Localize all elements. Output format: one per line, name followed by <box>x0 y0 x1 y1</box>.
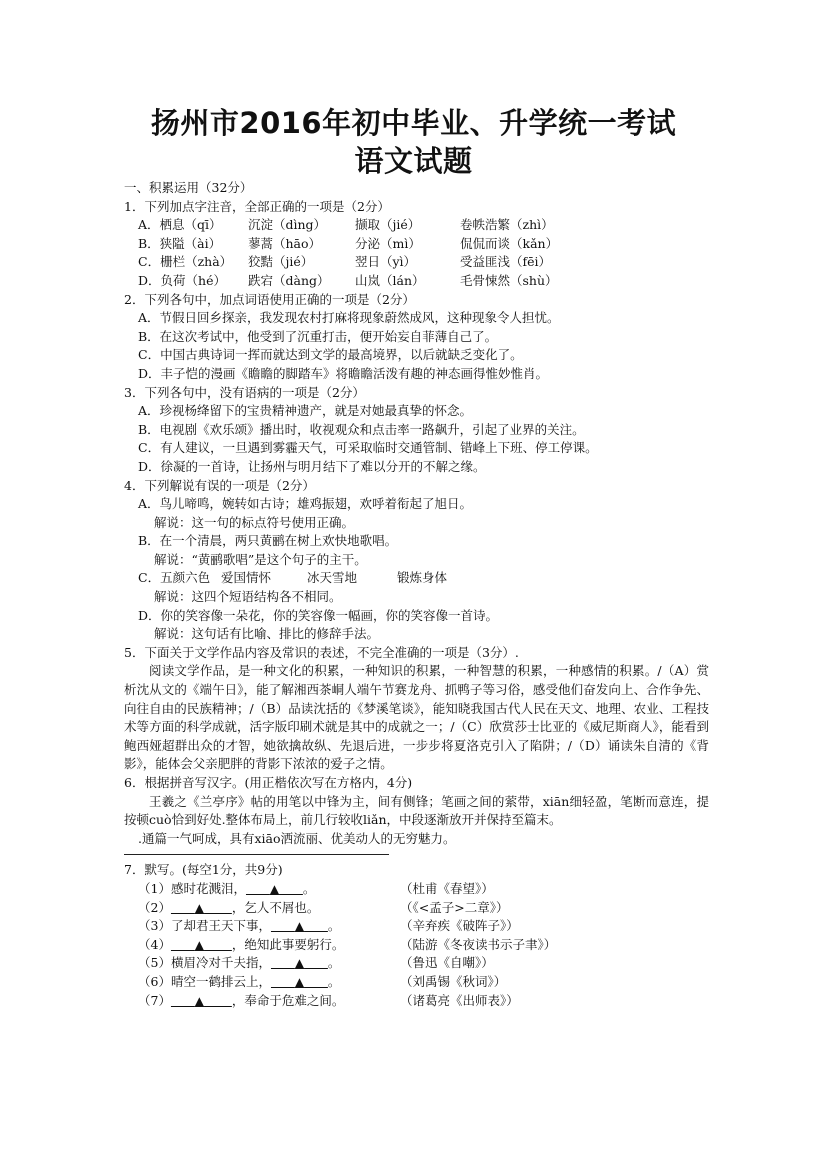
q7-item-5-pre: 横眉冷对千夫指， <box>170 955 271 971</box>
q4-c-label: C．五颜六色 <box>138 570 211 586</box>
q6-passage: 王羲之《兰亭序》帖的用笔以中锋为主，间有侧锋；笔画之间的萦带，xiān细轻盈，笔断而意连，提按顿cuò恰到好处.整体布局上，前几行较收liǎn，中段逐渐放开并保持至篇末。 <box>124 793 709 828</box>
q1-row-c <box>124 253 709 272</box>
q7-item-2-source: （《<孟子>二章》） <box>400 899 509 915</box>
q2-stem: 2．下列各句中，加点词语使用正确的一项是（2分） <box>124 291 415 307</box>
exam-body <box>124 179 709 1010</box>
q7-item-7-marker: ▲ <box>194 993 205 1008</box>
q2-option-a: A．节假日回乡探亲，我发现农村打麻将现象蔚然成风，这种现象令人担忧。 <box>138 310 560 326</box>
q7-item-6-blank[interactable] <box>271 974 328 989</box>
q7-item-5-post: 。 <box>327 955 341 971</box>
q7-item-2 <box>124 899 709 918</box>
q7-item-5-line <box>138 954 400 973</box>
q7-item-4-num: （4） <box>138 936 171 952</box>
q1-d-4: 毛骨悚然（shù） <box>460 272 558 288</box>
q7-item-1-blank[interactable] <box>246 881 303 896</box>
q7-item-4 <box>124 936 709 955</box>
q3-option-d: D．徐凝的一首诗，让扬州与明月结下了难以分开的不解之缘。 <box>138 458 486 474</box>
q7-item-6-num: （6） <box>138 973 171 989</box>
q7-item-3-source: （辛弃疾《破阵子》） <box>400 918 519 934</box>
q7-item-7-source: （诸葛亮《出师表》） <box>400 992 519 1008</box>
q7-item-1 <box>124 880 709 899</box>
q7-item-5-blank[interactable] <box>271 955 328 970</box>
q1-b-1: B．狭隘（ài） <box>138 235 222 251</box>
q7-item-7 <box>124 992 709 1011</box>
q2-option-d: D．丰子恺的漫画《瞻瞻的脚踏车》将瞻瞻活泼有趣的神态画得惟妙惟肖。 <box>138 365 549 381</box>
q7-item-3-num: （3） <box>138 918 171 934</box>
q7-item-1-pre: 感时花溅泪， <box>170 880 246 896</box>
q1-a-1: A．栖息（qī） <box>138 217 222 233</box>
q3-option-c: C．有人建议，一旦遇到雾霾天气，可采取临时交通管制、错峰上下班、停工停课。 <box>138 440 598 456</box>
q7-item-4-post: ，绝知此事要躬行。 <box>231 936 345 952</box>
q1-a-2: 沉淀（dìng） <box>248 217 327 233</box>
q4-note-d: 解说：这句话有比喻、排比的修辞手法。 <box>154 626 380 642</box>
q4-note-a: 解说：这一句的标点符号使用正确。 <box>154 514 355 530</box>
q1-d-1: D．负荷（hé） <box>138 272 226 288</box>
exam-subtitle: 语文试题 <box>354 144 473 178</box>
q4-note-c: 解说：这四个短语结构各不相同。 <box>154 589 342 605</box>
section-heading: 一、积累运用（32分） <box>124 180 253 195</box>
q1-row-d <box>124 272 709 291</box>
q4-option-b: B．在一个清晨，两只黄鹂在树上欢快地歌唱。 <box>138 533 398 549</box>
q1-row-b <box>124 235 709 254</box>
q4-option-a: A．鸟儿啼鸣，婉转如古诗；雄鸡振翅，欢呼着衔起了旭日。 <box>138 496 473 512</box>
q7-item-1-line <box>138 880 400 899</box>
q4-stem: 4．下列解说有误的一项是（2分） <box>124 477 315 493</box>
q1-c-2: 狡黠（jié） <box>248 254 314 270</box>
q1-c-1: C．栅栏（zhà） <box>138 254 233 270</box>
q7-item-5 <box>124 954 709 973</box>
q5-stem: 5．下面关于文学作品内容及常识的表述，不完全准确的一项是（3分）. <box>124 644 519 660</box>
q3-stem: 3．下列各句中，没有语病的一项是（2分） <box>124 384 365 400</box>
q7-item-6 <box>124 973 709 992</box>
q1-b-2: 蓼蒿（hāo） <box>248 235 322 251</box>
q7-item-6-source: （刘禹锡《秋词》） <box>400 973 507 989</box>
q7-item-1-source: （杜甫《春望》） <box>400 880 494 896</box>
q2-option-c: C．中国古典诗词一挥而就达到文学的最高境界，以后就缺乏变化了。 <box>138 347 523 363</box>
q7-item-2-line <box>138 899 400 918</box>
q7-item-7-num: （7） <box>138 992 171 1008</box>
q7-item-3 <box>124 917 709 936</box>
q4-c-phrase-3: 锻炼身体 <box>397 570 448 586</box>
q4-option-d: D．你的笑容像一朵花，你的笑容像一幅画，你的笑容像一首诗。 <box>138 607 499 623</box>
q1-stem: 1．下列加点字注音，全部正确的一项是（2分） <box>124 198 390 214</box>
q7-item-1-num: （1） <box>138 880 171 896</box>
q4-c-phrase-1: 爱国情怀 <box>221 570 272 586</box>
q7-item-7-blank[interactable] <box>171 993 232 1008</box>
q3-option-b: B．电视剧《欢乐颂》播出时，收视观众和点击率一路飙升，引起了业界的关注。 <box>138 421 585 437</box>
q7-item-2-post: ，乞人不屑也。 <box>231 899 320 915</box>
q7-item-4-source: （陆游《冬夜读书示子聿》） <box>400 936 557 952</box>
q7-item-4-marker: ▲ <box>194 937 205 952</box>
q7-item-5-num: （5） <box>138 955 171 971</box>
q1-a-3: 撷取（jié） <box>355 217 421 233</box>
q7-item-6-line <box>138 973 400 992</box>
q4-option-c <box>124 569 709 588</box>
divider-line <box>124 848 389 855</box>
q7-stem: 7．默写。(每空1分，共9分) <box>124 862 283 878</box>
q7-item-2-blank[interactable] <box>171 900 232 915</box>
q5-passage: 阅读文学作品，是一种文化的积累，一种知识的积累，一种智慧的积累，一种感情的积累。/（A）赏析沈从文的《端午日》，能了解湘西茶峒人端午节赛龙舟、抓鸭子等习俗，感受他们奋发向上、合作争先、向往自由的民族精神；/（B）品读沈括的《梦溪笔谈》，能知晓我国古代人民在天文、地理、农业、工程技术等方面的科学成就，活字版印刷术就是其中的成就之一；/（C）欣赏莎士比亚的《威尼斯商人》，能看到鲍西娅超群出众的才智，她欲擒故纵、先退后进，一步步将夏洛克引入了陷阱；/（D）诵读朱自清的《背影》，能体会父亲肥胖的背影下浓浓的爱子之情。 <box>124 663 709 772</box>
q7-item-6-pre: 晴空一鹤排云上， <box>170 973 271 989</box>
exam-title: 扬州市2016年初中毕业、升学统一考试 <box>150 106 677 140</box>
q7-item-3-post: 。 <box>327 918 341 934</box>
q7-item-5-source: （鲁迅《自嘲》） <box>400 955 494 971</box>
q7-item-4-line <box>138 936 400 955</box>
q7-item-3-blank[interactable] <box>271 918 328 933</box>
q4-c-phrase-2: 冰天雪地 <box>307 570 358 586</box>
q1-row-a <box>124 216 709 235</box>
q1-c-4: 受益匪浅（fēi） <box>460 254 552 270</box>
q7-item-3-pre: 了却君王天下事， <box>170 918 271 934</box>
q7-item-3-marker: ▲ <box>294 919 305 934</box>
q1-d-2: 跌宕（dàng） <box>248 272 330 288</box>
q1-c-3: 翌日（yì） <box>355 254 417 270</box>
q2-option-b: B．在这次考试中，他受到了沉重打击，便开始妄自菲薄自己了。 <box>138 328 498 344</box>
q1-d-3: 山岚（lán） <box>355 272 425 288</box>
q7-item-3-line <box>138 917 400 936</box>
q7-item-7-line <box>138 992 400 1011</box>
q4-note-b: 解说：“黄鹂歌唱”是这个句子的主干。 <box>154 551 367 567</box>
q1-a-4: 卷帙浩繁（zhì） <box>460 217 554 233</box>
q7-item-1-post: 。 <box>302 880 316 896</box>
q7-item-7-post: ，奉命于危难之间。 <box>231 992 345 1008</box>
q7-item-1-marker: ▲ <box>269 881 280 896</box>
q1-b-3: 分泌（mì） <box>355 235 421 251</box>
q6-last-line: .通篇一气呵成，具有xiāo洒流丽、优美动人的无穷魅力。 <box>138 830 456 846</box>
q7-item-6-post: 。 <box>327 973 341 989</box>
q7-item-5-marker: ▲ <box>294 956 305 971</box>
q6-stem: 6．根据拼音写汉字。(用正楷依次写在方格内，4分) <box>124 775 413 790</box>
q1-b-4: 侃侃而谈（kǎn） <box>460 235 559 251</box>
q7-item-2-marker: ▲ <box>194 900 205 915</box>
q7-item-4-blank[interactable] <box>171 937 232 952</box>
q3-option-a: A．珍视杨绛留下的宝贵精神遗产，就是对她最真挚的怀念。 <box>138 403 473 419</box>
q7-item-6-marker: ▲ <box>294 974 305 989</box>
q7-item-2-num: （2） <box>138 899 171 915</box>
